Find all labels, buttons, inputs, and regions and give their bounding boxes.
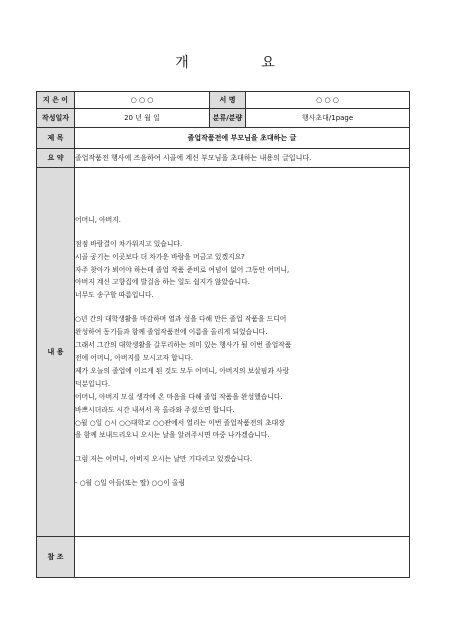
category-label: 분류/분량: [210, 109, 246, 128]
content-line: 아버지 계신 고향집에 발걸음 하는 일도 쉽지가 않았습니다.: [75, 278, 250, 287]
reference-label: 참 조: [37, 537, 75, 578]
content-line: 전에 어머니, 아버지를 모시고자 합니다.: [75, 354, 194, 362]
greeting-line: 어머니, 아버지.: [75, 215, 121, 224]
content-line: 어머니, 아버지 모실 생각에 온 마음을 다해 졸업 작품을 완성했습니다.: [75, 392, 283, 401]
content-line: 점점 바람결이 차가워지고 있습니다.: [75, 239, 183, 248]
date-label: 작성일자: [37, 109, 75, 128]
content-line: 그래서 그간의 대학생활을 갈무리하는 의미 있는 행사가 될 이번 졸업작품: [75, 341, 292, 350]
content-line: ○월 ○일 ○시 ○○대학교 ○○관에서 열리는 이번 졸업작품전의 초대장: [75, 418, 285, 427]
content-line: ○년 간의 대학생활을 마감하며 열과 성을 다해 만든 졸업 작품을 드디어: [75, 315, 287, 324]
summary-row: [37, 149, 410, 168]
content-line: 자주 찾아가 뵈어야 하는데 졸업 작품 준비로 여념이 없어 그동안 어머니,: [75, 265, 290, 274]
signature-value: ○ ○ ○: [246, 92, 410, 109]
closing-line: 그럼 저는 어머니, 아버지 오시는 날만 기다리고 있겠습니다.: [75, 455, 253, 464]
summary-label: 요 약: [37, 149, 75, 168]
content-line: 너무도 송구할 따름입니다.: [75, 291, 154, 300]
subject-value: 졸업작품전에 부모님을 초대하는 글: [75, 128, 410, 149]
content-line: 완성하여 동기들과 함께 졸업작품전에 이름을 올리게 되었습니다.: [75, 328, 268, 337]
date-value: 20 년 월 일: [75, 109, 210, 128]
page-title: 개 요: [175, 55, 309, 71]
author-label: 지 은 이: [37, 92, 75, 109]
summary-value: 졸업작품전 행사에 즈음하여 시골에 계신 부모님을 초대하는 내용의 글입니다.: [75, 149, 410, 168]
content-body: [75, 168, 410, 537]
reference-row: [37, 537, 410, 578]
signature-label: 서 명: [210, 92, 246, 109]
content-row: [37, 168, 410, 537]
content-line: 바쁘시더라도 시간 내셔서 꼭 올라와 주셨으면 합니다.: [75, 405, 235, 414]
author-row: [37, 92, 410, 109]
subject-row: [37, 128, 410, 149]
category-value: 행사초대/1page: [246, 109, 410, 128]
signoff-line: - ○월 ○일 아들(또는 딸) ○○이 올림: [75, 479, 186, 488]
reference-value: [75, 537, 410, 578]
date-row: [37, 109, 410, 128]
subject-label: 제 목: [37, 128, 75, 149]
content-line: 을 함께 보내드리오니 오시는 날을 알려주시면 마중 나가겠습니다.: [75, 431, 270, 440]
content-line: 시골 공기는 이곳보다 더 차가운 바람을 머금고 있겠지요?: [75, 252, 245, 261]
content-line: 덕분입니다.: [75, 379, 110, 388]
content-line: 제가 오늘의 졸업에 이르게 된 것도 모두 어머니, 아버지의 보살핌과 사랑: [75, 366, 290, 375]
content-label: 내 용: [37, 168, 75, 537]
summary-form-table: [36, 91, 410, 578]
author-value: ○ ○ ○: [75, 92, 210, 109]
